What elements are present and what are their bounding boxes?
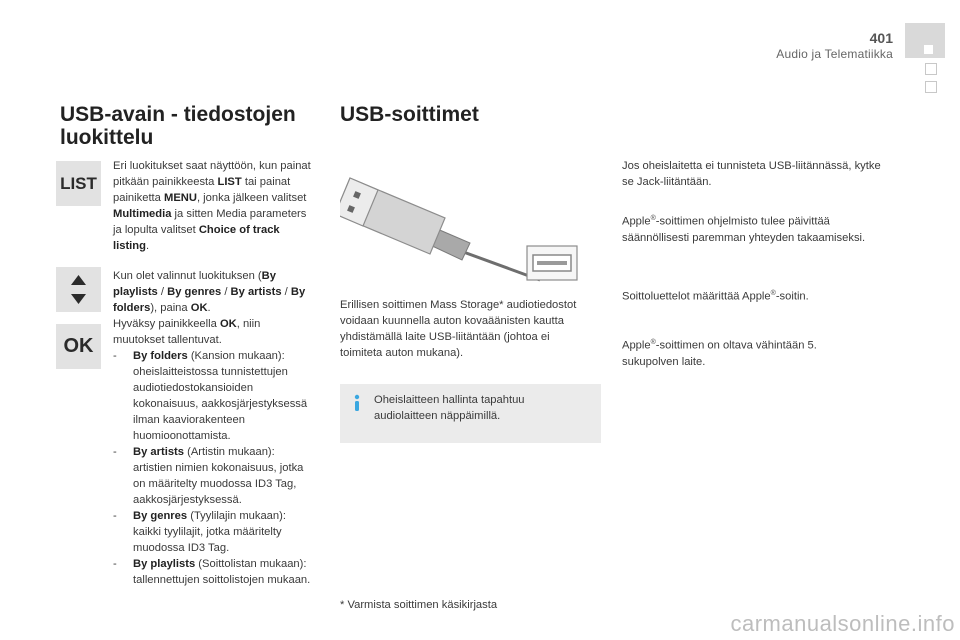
footnote: * Varmista soittimen käsikirjasta	[340, 599, 498, 611]
confirm-text: Hyväksy painikkeella OK, niin muutokset tallentuvat.	[113, 318, 261, 346]
jack-connection-text: Jos oheislaitetta ei tunnisteta USB-liitännässä, kytke se Jack-liitäntään.	[622, 160, 881, 188]
section-title-usb-players: USB-soittimet	[340, 103, 479, 126]
list-item-by-folders: - By folders (Kansion mukaan): oheislaitteistossa tunnistettujen audiotiedostokansioiden kokonaisuus, aakkosjärjestyksessä ilman kaaviorakenteen huomioonottamista.	[113, 350, 308, 442]
title-line-2: luokittelu	[60, 126, 154, 149]
classification-instructions	[113, 268, 313, 588]
usb-plug-illustration	[340, 158, 580, 288]
chapter-tab	[905, 23, 945, 58]
apple-generation-text: Apple®-soittimen on oltava vähintään 5. sukupolven laite.	[622, 339, 817, 368]
list-item-by-genres: - By genres (Tyylilajin mukaan): kaikki tyylilajit, jotka määritelty muodossa ID3 Tag.	[113, 510, 286, 554]
info-note-box	[340, 384, 601, 443]
chapter-title: Audio ja Telematiikka	[776, 47, 893, 61]
tab-square-2	[925, 81, 937, 93]
list-item-by-playlists: - By playlists (Soittolistan mukaan): tallennettujen soittolistojen mukaan.	[113, 558, 311, 586]
up-down-arrows-icon	[56, 267, 101, 312]
tab-square-1	[925, 63, 937, 75]
apple-update-text: Apple®-soittimen ohjelmisto tulee päivittää säännöllisesti paremman yhteyden takaamiseksi.	[622, 215, 866, 244]
ok-key-icon	[56, 324, 101, 369]
page-number: 401	[869, 30, 893, 46]
info-note-text: Oheislaitteen hallinta tapahtuu audiolaitteen näppäimillä.	[374, 394, 525, 422]
info-icon	[350, 394, 364, 412]
list-key-label: LIST	[60, 173, 97, 193]
ok-key-label: OK	[63, 335, 94, 357]
watermark: carmanualsonline.info	[730, 611, 955, 636]
section-title-usb-key	[60, 103, 320, 149]
title-line-1: USB-avain - tiedostojen	[60, 103, 296, 126]
list-instructions: Eri luokitukset saat näyttöön, kun painat pitkään painikkeesta LIST tai painat painiketta MENU, jonka jälkeen valitset Multimedia ja sitten Media parameters ja lopulta valitset Choice of track listing.	[113, 160, 311, 252]
usb-players-description: Erillisen soittimen Mass Storage* audiotiedostot voidaan kuunnella auton kovaäänisten kautta yhdistämällä laite USB-liitäntään (johtoa ei toimiteta auton mukana).	[340, 299, 577, 359]
apple-playlists-text: Soittoluettelot määrittää Apple®-soitin.	[622, 290, 809, 303]
classification-select-text: Kun olet valinnut luokituksen (By playlists / By genres / By artists / By folders), paina OK.	[113, 270, 306, 314]
arrow-keys-icon	[56, 267, 101, 312]
tab-marker	[924, 45, 933, 54]
list-item-by-artists: - By artists (Artistin mukaan): artistien nimien kokonaisuus, jotka on määritelty muodossa ID3 Tag, aakkosjärjestyksessä.	[113, 446, 304, 506]
list-key-icon	[56, 161, 101, 206]
